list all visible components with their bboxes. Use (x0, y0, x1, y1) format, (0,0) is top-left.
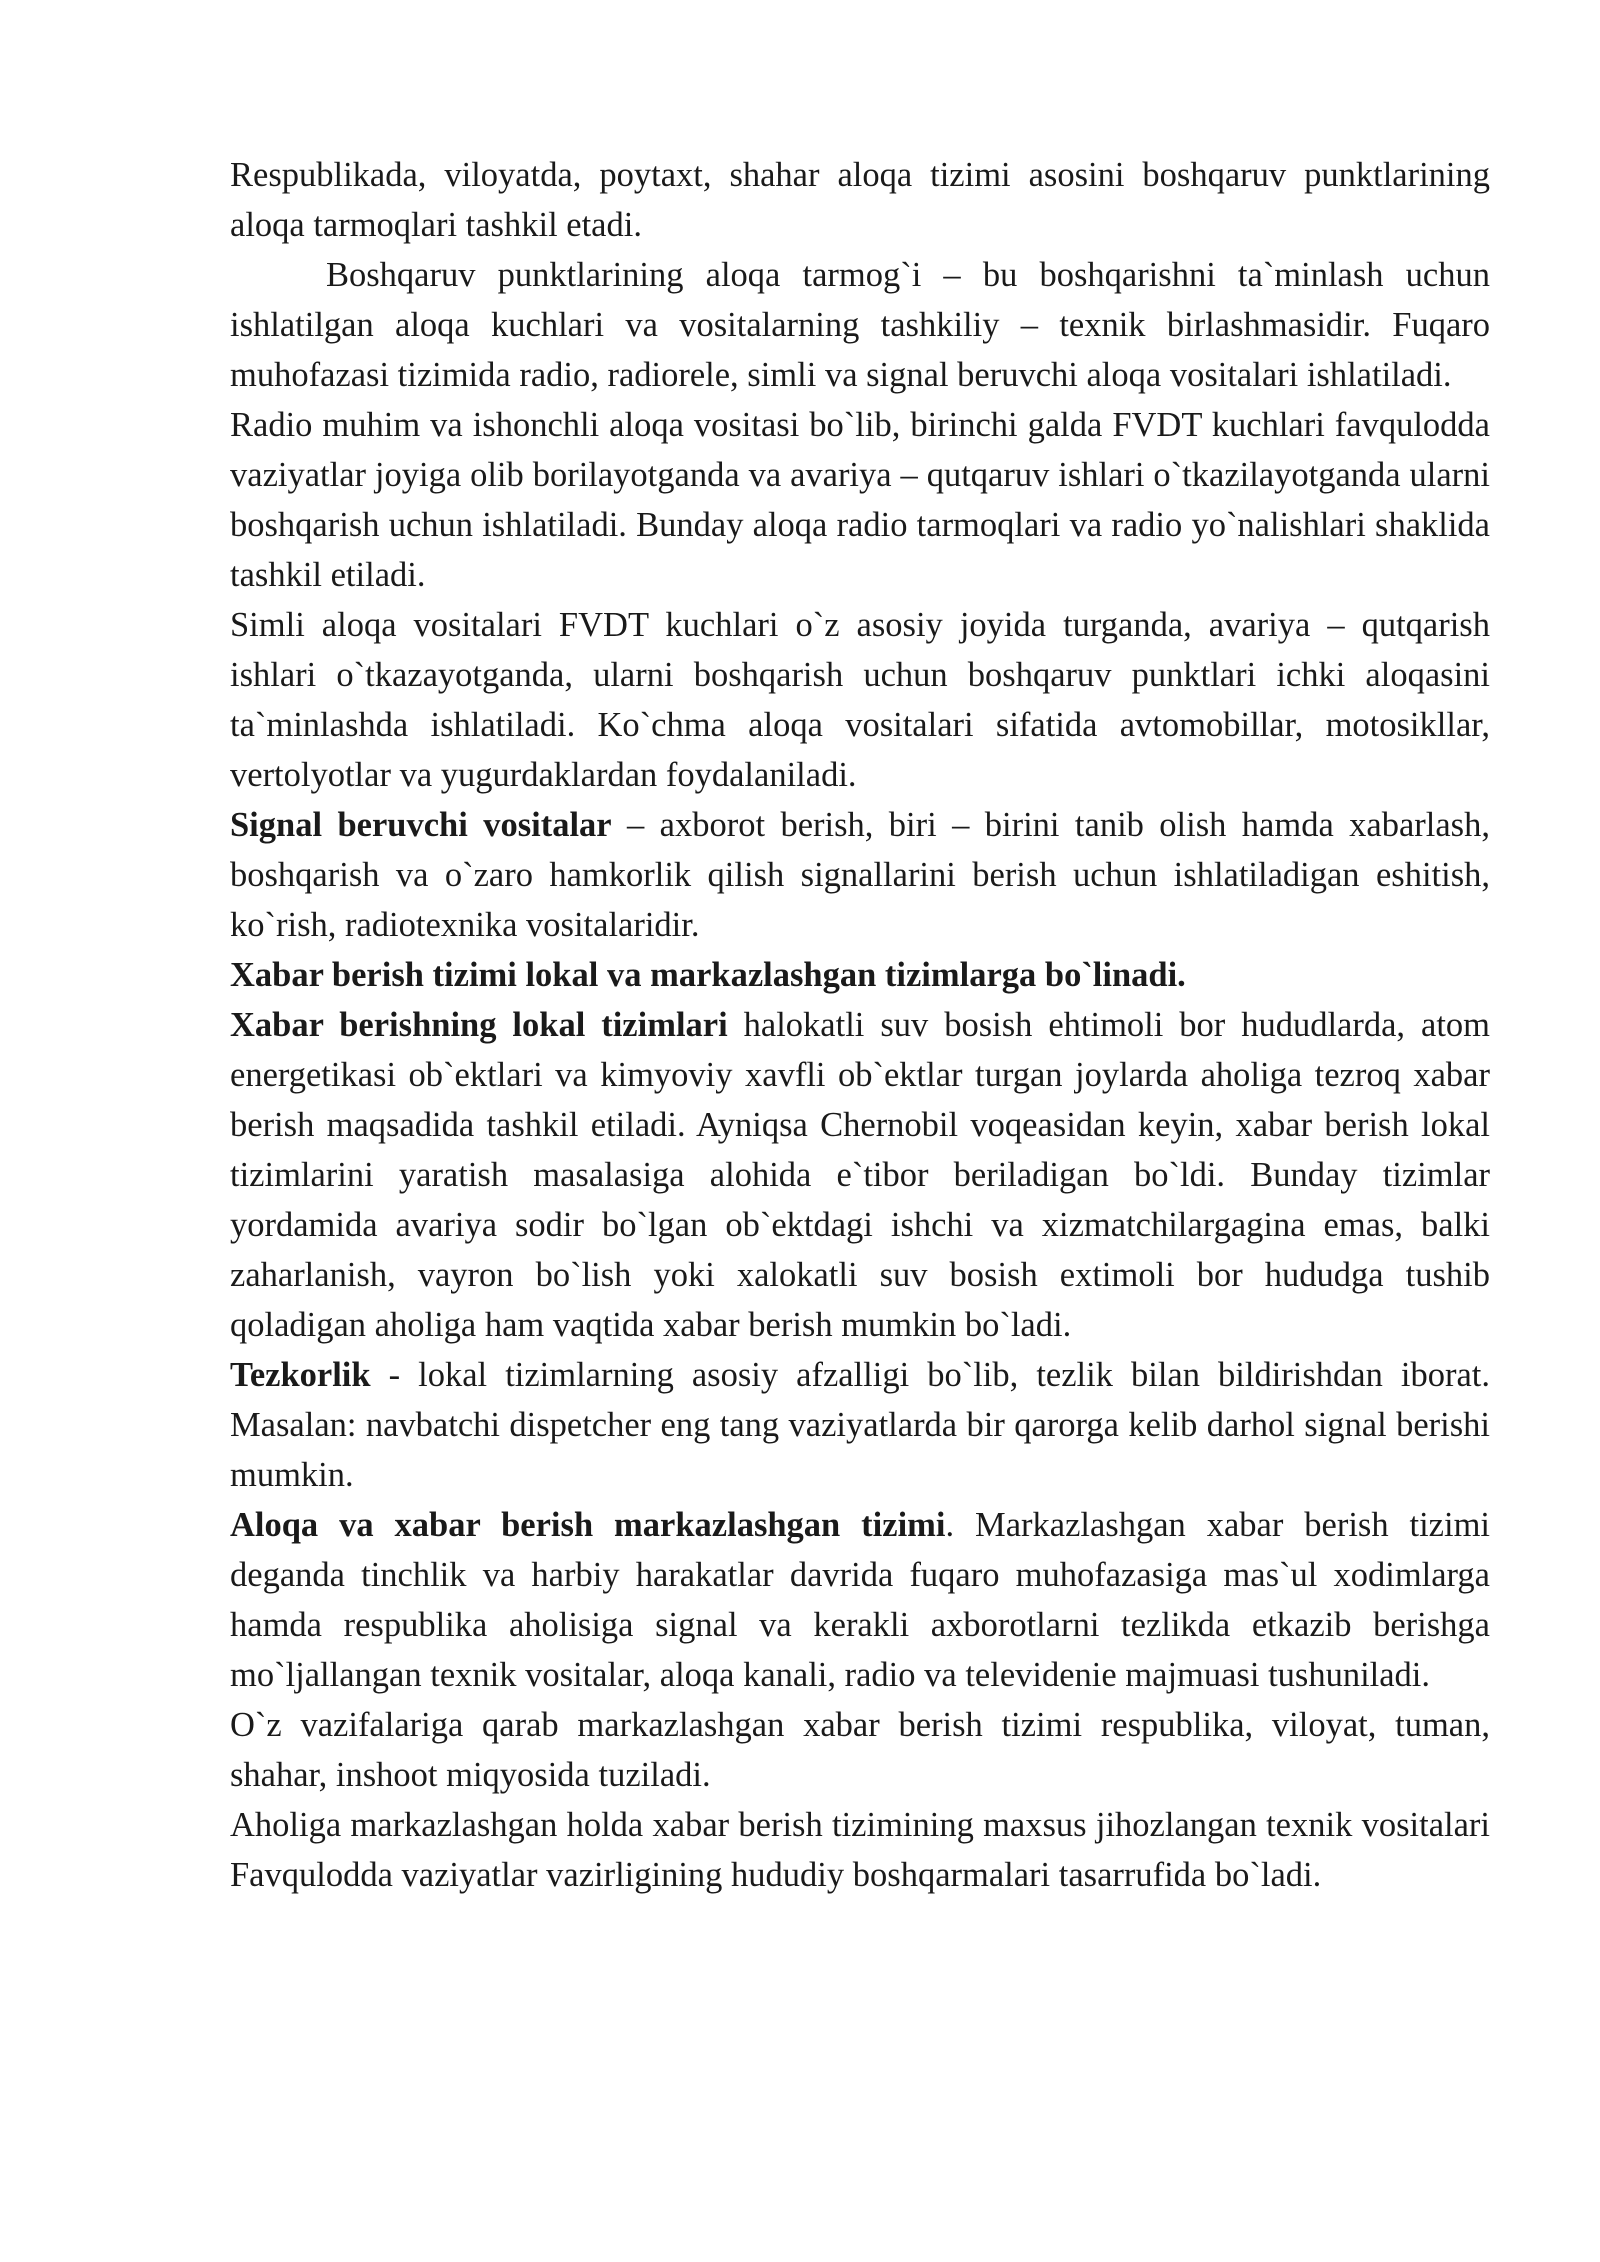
paragraph-term: Signal beruvchi vositalar (230, 806, 612, 844)
paragraph-term: Xabar berishning lokal tizimlari (230, 1006, 728, 1044)
paragraph-text: Boshqaruv punktlarining aloqa tarmog`i – bu boshqarishni ta`minlash uchun ishlatilgan aloqa kuchlari va vositalarning tashkiliy – texnik birlashmasidir. Fuqaro muhofazasi tizimida radio, radiorele, simli va signal beruvchi aloqa vositalari ishlatiladi. (230, 256, 1490, 394)
paragraph-text: Simli aloqa vositalari FVDT kuchlari o`z asosiy joyida turganda, avariya – qutqarish ishlari o`tkazayotganda, ularni boshqarish uchun boshqaruv punktlari ichki aloqasini ta`minlashda ishlatiladi. Ko`chma aloqa vositalari sifatida avtomobillar, motosikllar, vertolyotlar va yugurdaklardan foydalaniladi. (230, 606, 1490, 794)
paragraph-term: Tezkorlik (230, 1356, 371, 1394)
paragraph-text: . Markazlashgan xabar berish tizimi deganda tinchlik va harbiy harakatlar davrida fuqaro muhofazasiga mas`ul xodimlarga hamda respublika aholisiga signal va kerakli axborotlarni tezlikda etkazib berishga mo`ljallangan texnik vositalar, aloqa kanali, radio va televidenie majmuasi tushuniladi. (230, 1506, 1491, 1694)
paragraph-technical-means (230, 1800, 1490, 1900)
paragraph-text: Radio muhim va ishonchli aloqa vositasi bo`lib, birinchi galda FVDT kuchlari favqulodda vaziyatlar joyiga olib borilayotganda va avariya – qutqaruv ishlari o`tkazilayotganda ularni boshqarish uchun ishlatiladi. Bunday aloqa radio tarmoqlari va radio yo`nalishlari shaklida tashkil etiladi. (230, 406, 1490, 594)
paragraph-text: halokatli suv bosish ehtimoli bor hududlarda, atom energetikasi ob`ektlari va kimyoviy xavfli ob`ektlar turgan joylarda aholiga tezroq xabar berish maqsadida tashkil etiladi. Ayniqsa Chernobil voqeasidan keyin, xabar berish lokal tizimlarini yaratish masalasiga alohida e`tibor beriladigan bo`ldi. Bunday tizimlar yordamida avariya sodir bo`lgan ob`ektdagi ishchi va xizmatchilargagina emas, balki zaharlanish, vayron bo`lish yoki xalokatli suv bosish extimoli bor hududga tushib qoladigan aholiga ham vaqtida xabar berish mumkin bo`ladi. (230, 1006, 1490, 1344)
document-page (230, 150, 1490, 1900)
paragraph-text: Respublikada, viloyatda, poytaxt, shahar aloqa tizimi asosini boshqaruv punktlarining aloqa tarmoqlari tashkil etadi. (230, 156, 1490, 244)
paragraph-text: – axborot berish, biri – birini tanib olish hamda xabarlash, boshqarish va o`zaro hamkorlik qilish signallarini berish uchun ishlatiladigan eshitish, ko`rish, radiotexnika vositalaridir. (230, 806, 1490, 944)
paragraph-wired (230, 600, 1490, 800)
paragraph-control-network (230, 250, 1490, 400)
paragraph-term: Xabar berish tizimi lokal va markazlashgan tizimlarga bo`linadi. (230, 956, 1186, 994)
paragraph-text: O`z vazifalariga qarab markazlashgan xabar berish tizimi respublika, viloyat, tuman, shahar, inshoot miqyosida tuziladi. (230, 1706, 1490, 1794)
paragraph-term: Aloqa va xabar berish markazlashgan tizimi (230, 1506, 946, 1544)
paragraph-radio (230, 400, 1490, 600)
paragraph-text: - lokal tizimlarning asosiy afzalligi bo`lib, tezlik bilan bildirishdan iborat. Masalan: navbatchi dispetcher eng tang vaziyatlarda bir qarorga kelib darhol signal berishi mumkin. (230, 1356, 1490, 1494)
paragraph-signal-means (230, 800, 1490, 950)
paragraph-speed (230, 1350, 1490, 1500)
paragraph-notification-heading (230, 950, 1490, 1000)
paragraph-local-systems (230, 1000, 1490, 1350)
paragraph-centralized-system (230, 1500, 1490, 1700)
paragraph-text: Aholiga markazlashgan holda xabar berish tizimining maxsus jihozlangan texnik vositalari Favqulodda vaziyatlar vazirligining hududiy boshqarmalari tasarrufida bo`ladi. (230, 1806, 1490, 1894)
paragraph-communication-system (230, 150, 1490, 250)
paragraph-levels (230, 1700, 1490, 1800)
